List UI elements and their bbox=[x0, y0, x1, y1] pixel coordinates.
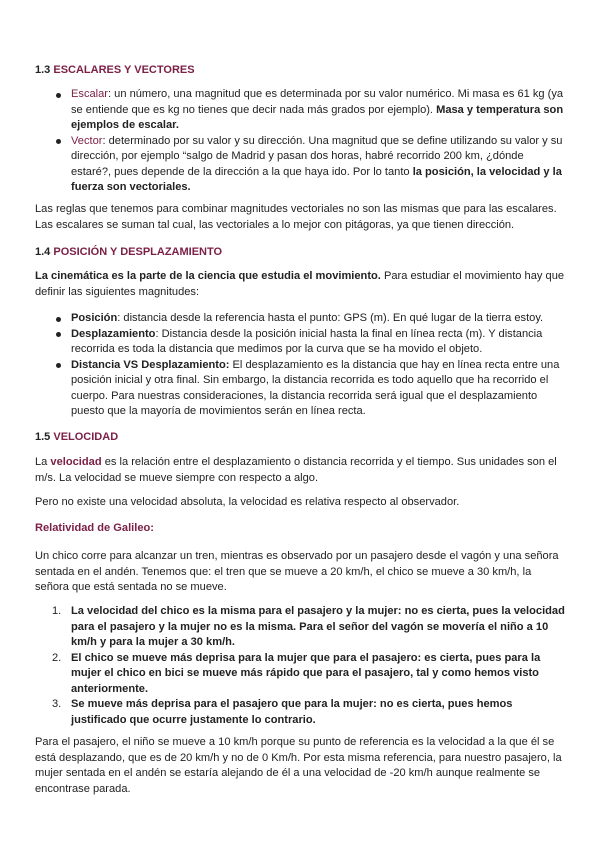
cinematica-emphasis: La cinemática es la parte de la ciencia que estudia el movimiento. bbox=[35, 270, 381, 282]
heading-number: 1.5 bbox=[35, 431, 54, 443]
paragraph-reglas: Las reglas que tenemos para combinar magnitudes vectoriales no son las mismas que para las escalares. Las escalares se suman tal cual, las vectoriales a lo mejor con pitágoras, ya que tienen dirección. bbox=[35, 203, 557, 231]
term-distancia-vs-desplazamiento: Distancia VS Desplazamiento: bbox=[71, 358, 230, 371]
bullet-icon bbox=[56, 139, 61, 144]
paragraph-velocidad-relativa: Pero no existe una velocidad absoluta, la velocidad es relativa respecto al observador. bbox=[35, 496, 460, 508]
afirmacion-text: El chico se mueve más deprisa para la mujer que para el pasajero: es cierta, pues para la mujer el chico en bici se mueve más rápido que para el pasajero, tal y como hemos visto anteriormente. bbox=[71, 651, 541, 695]
list-item-posicion bbox=[35, 311, 565, 327]
bullet-list-escalares-vectores bbox=[35, 87, 565, 196]
heading-number: 1.3 bbox=[35, 64, 54, 76]
cinematica-text: Para estudiar el movimiento hay que definir las siguientes magnitudes: bbox=[35, 270, 565, 298]
term-vector: Vector bbox=[71, 134, 103, 147]
vector-emphasis: la posición, la velocidad y la fuerza son vectoriales. bbox=[71, 165, 562, 193]
heading-escalares-vectores bbox=[35, 63, 565, 79]
bullet-icon bbox=[56, 317, 61, 322]
list-item-escalar bbox=[35, 87, 565, 134]
term-escalar: Escalar bbox=[71, 88, 108, 100]
paragraph-chico-tren: Un chico corre para alcanzar un tren, mientras es observado por un pasajero desde el vagón y una señora sentada en el andén. Tenemos que: el tren que se mueve a 20 km/h, el chico se mueve a 30 km/h, la señora que está sentada no se mueve. bbox=[35, 550, 559, 593]
paragraph-velocidad-definicion bbox=[35, 455, 565, 486]
paragraph-cinematica bbox=[35, 269, 565, 300]
bullet-icon bbox=[56, 93, 61, 98]
list-item-afirmacion-2 bbox=[35, 651, 565, 698]
escalar-emphasis: Masa y temperatura son ejemplos de escalar. bbox=[71, 103, 564, 131]
item-number: 2. bbox=[52, 651, 62, 664]
heading-velocidad bbox=[35, 430, 565, 446]
item-number: 3. bbox=[52, 698, 62, 710]
item-number: 1. bbox=[52, 605, 62, 617]
list-item-afirmacion-1 bbox=[35, 604, 565, 651]
numbered-list-afirmaciones bbox=[35, 604, 565, 728]
velocidad-text: es la relación entre el desplazamiento o distancia recorrida y el tiempo. Sus unidades son el m/s. La velocidad se mueve siempre con respecto a algo. bbox=[35, 456, 557, 484]
heading-text: VELOCIDAD bbox=[53, 431, 119, 443]
term-velocidad: velocidad bbox=[50, 456, 102, 468]
escalar-definition: : un número, una magnitud que es determinada por su valor numérico. Mi masa es 61 kg (ya se entiende que es kg no tienes que decir nada más grados por ejemplo). bbox=[71, 88, 564, 116]
heading-number: 1.4 bbox=[35, 246, 54, 258]
subheading-relatividad-galileo: Relatividad de Galileo: bbox=[35, 522, 154, 534]
list-item-desplazamiento bbox=[35, 327, 565, 358]
list-item-vector bbox=[35, 134, 565, 196]
heading-text: ESCALARES Y VECTORES bbox=[53, 64, 195, 76]
vector-definition: : determinado por su valor y su dirección. Una magnitud que se define utilizando su valor y su dirección, por ejemplo “salgo de Madrid y pasan dos horas, habré recorrido 200 km, ¿dónde estaré?, pues depende de la dirección a la que haya ido. Por lo tanto bbox=[71, 134, 563, 178]
bullet-icon bbox=[56, 332, 61, 337]
heading-text: POSICIÓN Y DESPLAZAMIENTO bbox=[53, 246, 223, 258]
distancia-vs-desplazamiento-definition: El desplazamiento es la distancia que hay en línea recta entre una posición inicial y otra final. Sin embargo, la distancia recorrida es todo aquello que ha recorrido el cuerpo. Para nuestras consideraciones, la distancia recorrida será igual que el desplazamiento puesto que la mayoría de movimientos serán en línea recta. bbox=[71, 358, 560, 417]
list-item-afirmacion-3 bbox=[35, 697, 565, 728]
velocidad-prefix: La bbox=[35, 456, 51, 468]
paragraph-pasajero-referencia: Para el pasajero, el niño se mueve a 10 km/h porque su punto de referencia es la velocidad a la que él se está desplazando, que es de 20 km/h y no de 0 Km/h. Por esta misma referencia, para nuestro pasajero, la mujer sentada en el andén se estaría alejando de él a una velocidad de -20 km/h aunque realmente se encontrase parada. bbox=[35, 736, 562, 795]
term-desplazamiento: Desplazamiento bbox=[71, 327, 156, 340]
heading-posicion-desplazamiento bbox=[35, 245, 565, 261]
posicion-definition: : distancia desde la referencia hasta el punto: GPS (m). En qué lugar de la tierra estoy. bbox=[117, 312, 544, 324]
bullet-list-magnitudes bbox=[35, 311, 565, 420]
list-item-distancia-vs-desplazamiento bbox=[35, 358, 565, 420]
afirmacion-text: La velocidad del chico es la misma para el pasajero y la mujer: no es cierta, pues la velocidad para el pasajero y la mujer no es la misma. Para el señor del vagón se movería el niño a 10 km/h y para la mujer a 30 km/h. bbox=[71, 605, 565, 648]
bullet-icon bbox=[56, 363, 61, 368]
afirmacion-text: Se mueve más deprisa para el pasajero que para la mujer: no es cierta, pues hemos justificado que ocurre justamente lo contrario. bbox=[71, 698, 513, 726]
desplazamiento-definition: : Distancia desde la posición inicial hasta la final en línea recta (m). Y distancia recorrida es toda la distancia que medimos por la curva que se ha movido el objeto. bbox=[71, 327, 543, 355]
term-posicion: Posición bbox=[71, 312, 118, 324]
